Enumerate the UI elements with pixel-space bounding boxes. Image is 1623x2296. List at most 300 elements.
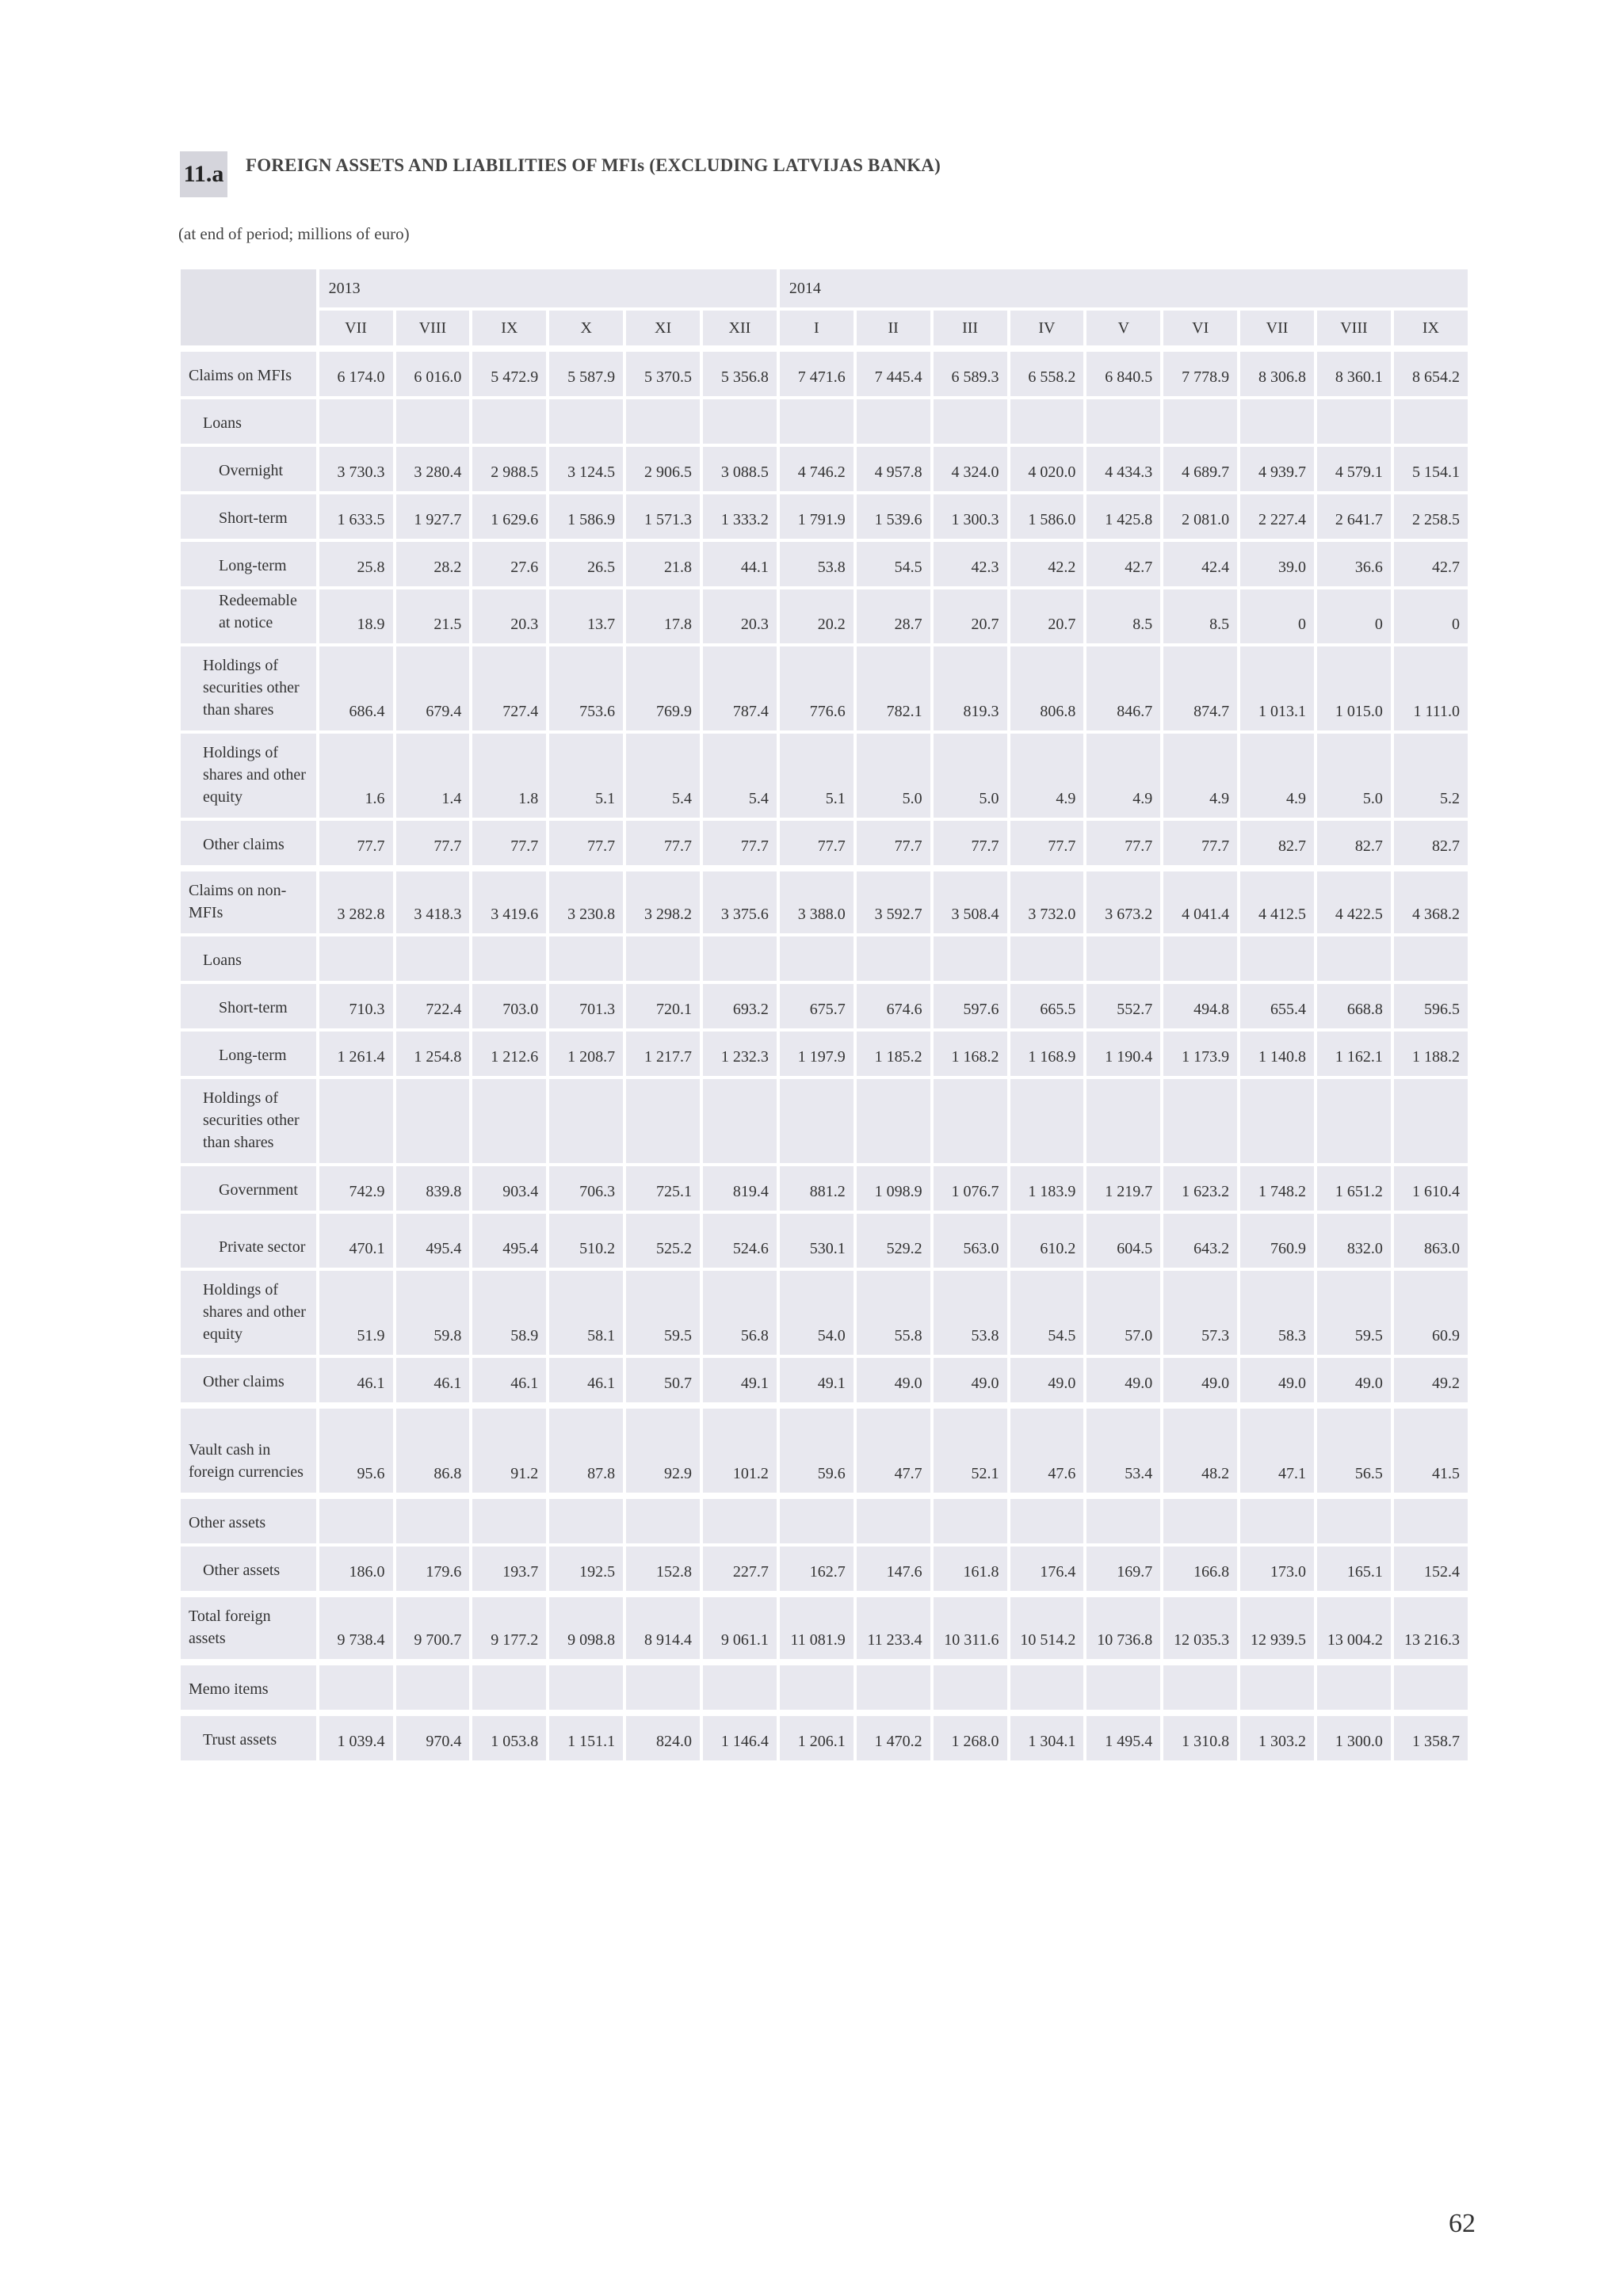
data-cell: 59.5 — [626, 1271, 700, 1355]
data-cell: 1 927.7 — [396, 494, 470, 539]
data-cell — [1010, 936, 1084, 981]
data-cell: 13.7 — [549, 589, 623, 643]
data-cell — [396, 1499, 470, 1543]
data-cell: 42.3 — [934, 542, 1007, 586]
data-cell: 1 212.6 — [472, 1032, 546, 1076]
data-cell: 1 586.9 — [549, 494, 623, 539]
data-cell: 742.9 — [319, 1166, 393, 1211]
row-label: Long-term — [181, 1032, 316, 1076]
table-body — [181, 269, 1468, 1760]
data-cell: 82.7 — [1394, 821, 1468, 865]
table-row — [181, 1032, 1468, 1076]
data-cell: 495.4 — [396, 1214, 470, 1268]
data-cell: 530.1 — [780, 1214, 854, 1268]
data-cell: 18.9 — [319, 589, 393, 643]
data-cell: 77.7 — [703, 821, 777, 865]
data-cell: 20.3 — [703, 589, 777, 643]
data-cell: 21.8 — [626, 542, 700, 586]
data-cell: 82.7 — [1240, 821, 1314, 865]
data-cell: 152.8 — [626, 1547, 700, 1591]
data-cell: 27.6 — [472, 542, 546, 586]
data-cell — [472, 936, 546, 981]
data-cell: 525.2 — [626, 1214, 700, 1268]
row-label: Overnight — [181, 447, 316, 491]
data-cell: 86.8 — [396, 1409, 470, 1493]
month-header: IX — [472, 311, 546, 345]
data-cell: 47.7 — [857, 1409, 930, 1493]
row-label: Claims on non-MFIs — [181, 871, 316, 933]
foreign-assets-table — [178, 266, 1471, 1764]
data-cell: 881.2 — [780, 1166, 854, 1211]
data-cell: 604.5 — [1086, 1214, 1160, 1268]
data-cell: 1 015.0 — [1317, 646, 1391, 730]
data-cell: 26.5 — [549, 542, 623, 586]
data-cell: 903.4 — [472, 1166, 546, 1211]
data-cell: 597.6 — [934, 984, 1007, 1028]
data-cell — [396, 1665, 470, 1710]
data-cell: 5.1 — [549, 734, 623, 818]
data-cell: 1 146.4 — [703, 1716, 777, 1760]
data-cell — [472, 1079, 546, 1163]
data-cell — [626, 1079, 700, 1163]
data-cell: 1 208.7 — [549, 1032, 623, 1076]
data-cell: 1 254.8 — [396, 1032, 470, 1076]
data-cell: 9 700.7 — [396, 1597, 470, 1659]
header-month-row — [181, 311, 1468, 345]
data-cell: 49.0 — [857, 1358, 930, 1402]
data-cell: 686.4 — [319, 646, 393, 730]
table-row — [181, 1409, 1468, 1493]
data-cell: 49.0 — [934, 1358, 1007, 1402]
data-cell — [934, 1079, 1007, 1163]
data-cell: 1 304.1 — [1010, 1716, 1084, 1760]
row-label: Holdings of shares and other equity — [181, 1271, 316, 1355]
data-cell: 1 495.4 — [1086, 1716, 1160, 1760]
data-cell: 1 629.6 — [472, 494, 546, 539]
data-cell: 1 232.3 — [703, 1032, 777, 1076]
data-cell: 679.4 — [396, 646, 470, 730]
data-cell — [857, 936, 930, 981]
table-row — [181, 542, 1468, 586]
data-cell: 8 914.4 — [626, 1597, 700, 1659]
data-cell — [319, 399, 393, 444]
data-cell: 54.5 — [1010, 1271, 1084, 1355]
data-cell: 1 219.7 — [1086, 1166, 1160, 1211]
data-cell: 10 514.2 — [1010, 1597, 1084, 1659]
data-cell — [1317, 1665, 1391, 1710]
data-cell: 3 730.3 — [319, 447, 393, 491]
data-cell: 101.2 — [703, 1409, 777, 1493]
data-cell: 58.9 — [472, 1271, 546, 1355]
data-cell: 3 592.7 — [857, 871, 930, 933]
data-cell: 49.2 — [1394, 1358, 1468, 1402]
data-cell: 596.5 — [1394, 984, 1468, 1028]
data-cell: 1 098.9 — [857, 1166, 930, 1211]
data-cell: 4 041.4 — [1163, 871, 1237, 933]
data-cell: 25.8 — [319, 542, 393, 586]
data-cell: 824.0 — [626, 1716, 700, 1760]
data-cell — [780, 399, 854, 444]
data-cell: 6 016.0 — [396, 352, 470, 396]
data-cell: 8.5 — [1163, 589, 1237, 643]
data-cell: 59.5 — [1317, 1271, 1391, 1355]
data-cell: 3 419.6 — [472, 871, 546, 933]
data-cell: 5.2 — [1394, 734, 1468, 818]
data-cell: 4 422.5 — [1317, 871, 1391, 933]
data-cell: 1 586.0 — [1010, 494, 1084, 539]
data-cell: 6 589.3 — [934, 352, 1007, 396]
data-cell: 1 268.0 — [934, 1716, 1007, 1760]
data-cell: 1 470.2 — [857, 1716, 930, 1760]
data-cell: 4.9 — [1240, 734, 1314, 818]
data-cell: 693.2 — [703, 984, 777, 1028]
data-cell — [319, 1079, 393, 1163]
data-cell: 0 — [1240, 589, 1314, 643]
data-cell: 722.4 — [396, 984, 470, 1028]
data-cell: 77.7 — [857, 821, 930, 865]
data-cell: 77.7 — [472, 821, 546, 865]
row-label: Other assets — [181, 1547, 316, 1591]
data-cell: 44.1 — [703, 542, 777, 586]
data-cell — [1240, 1079, 1314, 1163]
data-cell: 495.4 — [472, 1214, 546, 1268]
data-cell: 727.4 — [472, 646, 546, 730]
data-cell: 11 233.4 — [857, 1597, 930, 1659]
data-cell: 665.5 — [1010, 984, 1084, 1028]
data-cell: 1 791.9 — [780, 494, 854, 539]
data-cell — [549, 1499, 623, 1543]
data-cell: 161.8 — [934, 1547, 1007, 1591]
data-cell: 2 906.5 — [626, 447, 700, 491]
data-cell: 1 539.6 — [857, 494, 930, 539]
data-cell: 169.7 — [1086, 1547, 1160, 1591]
row-label: Holdings of securities other than shares — [181, 1079, 316, 1163]
data-cell — [626, 1499, 700, 1543]
data-cell: 874.7 — [1163, 646, 1237, 730]
data-cell: 1 173.9 — [1163, 1032, 1237, 1076]
table-row — [181, 984, 1468, 1028]
data-cell: 165.1 — [1317, 1547, 1391, 1591]
data-cell: 59.8 — [396, 1271, 470, 1355]
data-cell: 176.4 — [1010, 1547, 1084, 1591]
data-cell — [1240, 399, 1314, 444]
data-cell: 48.2 — [1163, 1409, 1237, 1493]
data-cell: 1 261.4 — [319, 1032, 393, 1076]
data-cell: 20.2 — [780, 589, 854, 643]
data-cell — [1010, 1665, 1084, 1710]
data-cell: 1.4 — [396, 734, 470, 818]
page-number: 62 — [1449, 2209, 1476, 2238]
data-cell: 8 306.8 — [1240, 352, 1314, 396]
data-cell — [780, 1665, 854, 1710]
data-cell — [1240, 1665, 1314, 1710]
data-cell: 17.8 — [626, 589, 700, 643]
data-cell: 8 654.2 — [1394, 352, 1468, 396]
data-cell: 703.0 — [472, 984, 546, 1028]
data-cell: 77.7 — [549, 821, 623, 865]
data-cell: 5.0 — [934, 734, 1007, 818]
data-cell: 10 736.8 — [1086, 1597, 1160, 1659]
data-cell: 675.7 — [780, 984, 854, 1028]
row-label: Trust assets — [181, 1716, 316, 1760]
data-cell: 1 185.2 — [857, 1032, 930, 1076]
data-cell: 193.7 — [472, 1547, 546, 1591]
row-label: Loans — [181, 399, 316, 444]
data-cell: 787.4 — [703, 646, 777, 730]
data-cell: 3 418.3 — [396, 871, 470, 933]
data-cell: 4 324.0 — [934, 447, 1007, 491]
data-cell: 55.8 — [857, 1271, 930, 1355]
data-cell: 4 020.0 — [1010, 447, 1084, 491]
data-cell: 46.1 — [319, 1358, 393, 1402]
data-cell — [703, 1499, 777, 1543]
row-label: Holdings of securities other than shares — [181, 646, 316, 730]
data-cell: 5.0 — [857, 734, 930, 818]
data-cell — [1010, 1499, 1084, 1543]
data-cell — [703, 399, 777, 444]
row-label: Government — [181, 1166, 316, 1211]
data-cell: 39.0 — [1240, 542, 1314, 586]
month-header: VIII — [1317, 311, 1391, 345]
data-cell: 1 053.8 — [472, 1716, 546, 1760]
table-title: FOREIGN ASSETS AND LIABILITIES OF MFIs (EXCLUDING LATVIJAS BANKA) — [246, 155, 941, 175]
data-cell — [1086, 1665, 1160, 1710]
data-cell — [1317, 1499, 1391, 1543]
data-cell: 28.2 — [396, 542, 470, 586]
data-cell: 54.5 — [857, 542, 930, 586]
data-cell: 9 738.4 — [319, 1597, 393, 1659]
data-cell — [549, 1079, 623, 1163]
data-cell: 53.8 — [780, 542, 854, 586]
data-cell: 9 061.1 — [703, 1597, 777, 1659]
data-cell: 4 412.5 — [1240, 871, 1314, 933]
table-row — [181, 1499, 1468, 1543]
data-cell — [780, 1079, 854, 1163]
data-cell: 47.1 — [1240, 1409, 1314, 1493]
data-cell: 1.8 — [472, 734, 546, 818]
data-cell: 1 333.2 — [703, 494, 777, 539]
data-cell: 77.7 — [626, 821, 700, 865]
data-cell: 524.6 — [703, 1214, 777, 1268]
data-cell: 2 227.4 — [1240, 494, 1314, 539]
data-cell: 56.8 — [703, 1271, 777, 1355]
table-row — [181, 1166, 1468, 1211]
data-cell: 13 216.3 — [1394, 1597, 1468, 1659]
data-cell — [626, 399, 700, 444]
data-cell — [319, 1499, 393, 1543]
data-cell — [472, 1499, 546, 1543]
table-row — [181, 821, 1468, 865]
data-cell: 58.3 — [1240, 1271, 1314, 1355]
row-label: Holdings of shares and other equity — [181, 734, 316, 818]
row-label: Total foreign assets — [181, 1597, 316, 1659]
data-cell — [319, 936, 393, 981]
data-cell — [857, 1079, 930, 1163]
data-cell: 1 162.1 — [1317, 1032, 1391, 1076]
data-cell: 1.6 — [319, 734, 393, 818]
data-cell — [549, 399, 623, 444]
data-cell: 1 633.5 — [319, 494, 393, 539]
data-cell: 470.1 — [319, 1214, 393, 1268]
month-header: II — [857, 311, 930, 345]
data-cell: 5.0 — [1317, 734, 1391, 818]
data-cell: 1 151.1 — [549, 1716, 623, 1760]
row-label: Other assets — [181, 1499, 316, 1543]
data-cell: 227.7 — [703, 1547, 777, 1591]
data-cell — [626, 936, 700, 981]
data-cell: 1 039.4 — [319, 1716, 393, 1760]
month-header: VI — [1163, 311, 1237, 345]
row-label: Vault cash in foreign currencies — [181, 1409, 316, 1493]
data-cell: 49.1 — [703, 1358, 777, 1402]
data-cell: 2 641.7 — [1317, 494, 1391, 539]
data-cell — [1163, 1665, 1237, 1710]
data-cell: 1 206.1 — [780, 1716, 854, 1760]
data-cell: 4 689.7 — [1163, 447, 1237, 491]
data-cell: 1 623.2 — [1163, 1166, 1237, 1211]
data-cell: 1 168.9 — [1010, 1032, 1084, 1076]
data-cell: 57.3 — [1163, 1271, 1237, 1355]
table-row — [181, 1665, 1468, 1710]
data-cell: 2 988.5 — [472, 447, 546, 491]
table-row — [181, 447, 1468, 491]
data-cell: 162.7 — [780, 1547, 854, 1591]
data-cell: 2 258.5 — [1394, 494, 1468, 539]
data-cell: 1 183.9 — [1010, 1166, 1084, 1211]
table-row — [181, 1271, 1468, 1355]
data-cell: 5 154.1 — [1394, 447, 1468, 491]
data-cell: 58.1 — [549, 1271, 623, 1355]
month-header: V — [1086, 311, 1160, 345]
data-cell: 769.9 — [626, 646, 700, 730]
data-cell: 643.2 — [1163, 1214, 1237, 1268]
data-cell: 3 124.5 — [549, 447, 623, 491]
data-cell: 832.0 — [1317, 1214, 1391, 1268]
data-cell: 92.9 — [626, 1409, 700, 1493]
row-label: Other claims — [181, 821, 316, 865]
header-corner — [181, 269, 316, 345]
data-cell: 82.7 — [1317, 821, 1391, 865]
data-cell — [396, 399, 470, 444]
data-cell: 59.6 — [780, 1409, 854, 1493]
data-cell: 610.2 — [1010, 1214, 1084, 1268]
data-cell — [1163, 936, 1237, 981]
data-cell — [934, 1499, 1007, 1543]
data-cell: 4 746.2 — [780, 447, 854, 491]
data-cell: 60.9 — [1394, 1271, 1468, 1355]
data-cell: 20.7 — [934, 589, 1007, 643]
data-cell: 1 190.4 — [1086, 1032, 1160, 1076]
data-cell: 49.0 — [1163, 1358, 1237, 1402]
data-cell: 706.3 — [549, 1166, 623, 1211]
data-cell: 5.4 — [703, 734, 777, 818]
data-cell: 4 579.1 — [1317, 447, 1391, 491]
data-cell: 49.0 — [1240, 1358, 1314, 1402]
data-cell: 13 004.2 — [1317, 1597, 1391, 1659]
data-cell: 173.0 — [1240, 1547, 1314, 1591]
data-cell: 6 558.2 — [1010, 352, 1084, 396]
data-cell: 3 282.8 — [319, 871, 393, 933]
data-cell: 0 — [1394, 589, 1468, 643]
data-cell — [396, 936, 470, 981]
data-cell: 1 076.7 — [934, 1166, 1007, 1211]
data-cell: 1 300.0 — [1317, 1716, 1391, 1760]
data-cell: 3 388.0 — [780, 871, 854, 933]
row-label: Long-term — [181, 542, 316, 586]
data-cell: 6 174.0 — [319, 352, 393, 396]
data-cell: 95.6 — [319, 1409, 393, 1493]
data-cell: 1 748.2 — [1240, 1166, 1314, 1211]
data-cell: 3 508.4 — [934, 871, 1007, 933]
data-cell: 53.8 — [934, 1271, 1007, 1355]
data-cell: 36.6 — [1317, 542, 1391, 586]
month-header: VIII — [396, 311, 470, 345]
data-cell: 77.7 — [780, 821, 854, 865]
data-cell: 4 939.7 — [1240, 447, 1314, 491]
data-cell: 5 587.9 — [549, 352, 623, 396]
data-cell: 53.4 — [1086, 1409, 1160, 1493]
data-cell: 1 303.2 — [1240, 1716, 1314, 1760]
data-cell: 3 732.0 — [1010, 871, 1084, 933]
table-row — [181, 734, 1468, 818]
table-row — [181, 871, 1468, 933]
data-cell: 1 217.7 — [626, 1032, 700, 1076]
row-label: Private sector — [181, 1214, 316, 1268]
data-cell: 839.8 — [396, 1166, 470, 1211]
data-cell — [1394, 399, 1468, 444]
data-cell: 3 088.5 — [703, 447, 777, 491]
data-cell: 1 168.2 — [934, 1032, 1007, 1076]
data-cell: 701.3 — [549, 984, 623, 1028]
table-row — [181, 1358, 1468, 1402]
data-cell: 510.2 — [549, 1214, 623, 1268]
month-header: X — [549, 311, 623, 345]
data-cell: 179.6 — [396, 1547, 470, 1591]
data-cell — [1394, 1079, 1468, 1163]
data-cell: 12 035.3 — [1163, 1597, 1237, 1659]
data-cell — [934, 936, 1007, 981]
month-header: XI — [626, 311, 700, 345]
table-subtitle: (at end of period; millions of euro) — [178, 224, 410, 243]
data-cell — [319, 1665, 393, 1710]
data-cell: 56.5 — [1317, 1409, 1391, 1493]
row-label: Short-term — [181, 494, 316, 539]
data-cell: 3 375.6 — [703, 871, 777, 933]
row-label: Loans — [181, 936, 316, 981]
data-cell: 1 140.8 — [1240, 1032, 1314, 1076]
data-cell: 192.5 — [549, 1547, 623, 1591]
month-header: XII — [703, 311, 777, 345]
data-cell: 655.4 — [1240, 984, 1314, 1028]
data-cell — [1394, 936, 1468, 981]
month-header: III — [934, 311, 1007, 345]
data-cell: 77.7 — [1010, 821, 1084, 865]
data-cell: 846.7 — [1086, 646, 1160, 730]
row-label: Claims on MFIs — [181, 352, 316, 396]
data-cell — [1086, 399, 1160, 444]
data-cell: 710.3 — [319, 984, 393, 1028]
data-cell: 529.2 — [857, 1214, 930, 1268]
data-cell: 49.1 — [780, 1358, 854, 1402]
data-cell: 8.5 — [1086, 589, 1160, 643]
row-label: Other claims — [181, 1358, 316, 1402]
data-cell: 668.8 — [1317, 984, 1391, 1028]
data-cell — [1010, 1079, 1084, 1163]
month-header: VII — [1240, 311, 1314, 345]
data-cell: 186.0 — [319, 1547, 393, 1591]
data-cell — [626, 1665, 700, 1710]
header-year-row — [181, 269, 1468, 307]
